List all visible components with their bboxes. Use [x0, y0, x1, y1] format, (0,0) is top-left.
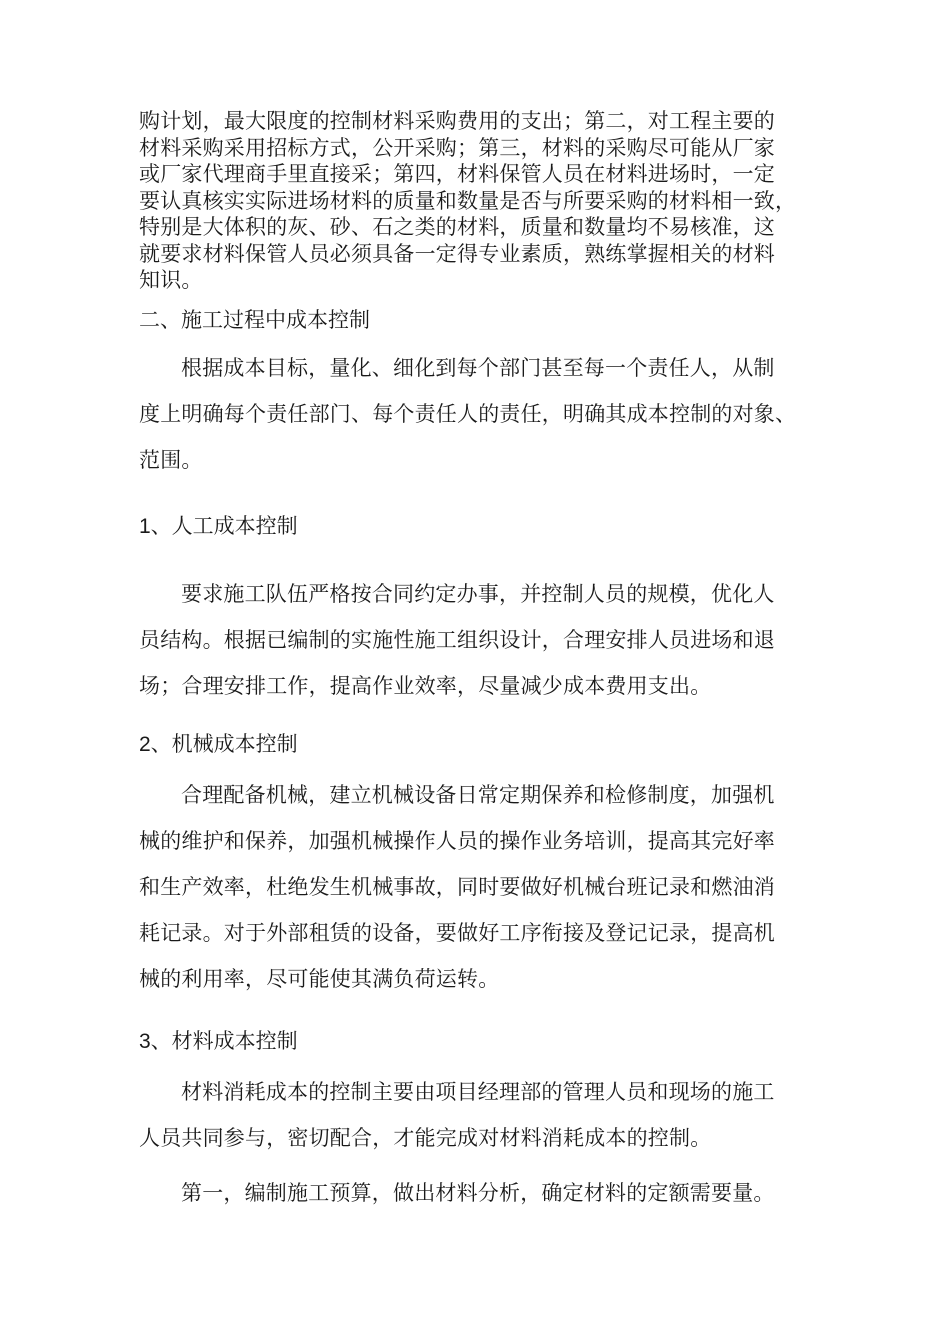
text-line: 要求施工队伍严格按合同约定办事，并控制人员的规模，优化人 — [181, 582, 775, 606]
text-line: 材料采购采用招标方式，公开采购；第三，材料的采购尽可能从厂家 — [139, 135, 775, 160]
text-line: 或厂家代理商手里直接采；第四，材料保管人员在材料进场时，一定 — [139, 162, 775, 186]
text-line: 范围。 — [139, 448, 203, 472]
paragraph-section-2 — [139, 345, 829, 483]
text-line: 械的维护和保养，加强机械操作人员的操作业务培训，提高其完好率 — [139, 829, 775, 853]
paragraph-sub-2 — [139, 772, 829, 1002]
text-line: 人员共同参与，密切配合，才能完成对材料消耗成本的控制。 — [139, 1126, 712, 1150]
text-line: 械的利用率，尽可能使其满负荷运转。 — [139, 967, 500, 991]
paragraph-sub-3a — [139, 1069, 829, 1161]
text-line: 根据成本目标，量化、细化到每个部门甚至每一个责任人，从制 — [181, 356, 775, 380]
text-line: 就要求材料保管人员必须具备一定得专业素质，熟练掌握相关的材料 — [139, 241, 775, 266]
text-line: 度上明确每个责任部门、每个责任人的责任，明确其成本控制的对象、 — [139, 402, 797, 426]
section-heading: 二、施工过程中成本控制 — [139, 308, 370, 332]
text-line: 员结构。根据已编制的实施性施工组织设计，合理安排人员进场和退 — [139, 628, 775, 652]
subsection-heading: 1、人工成本控制 — [139, 515, 298, 538]
subsection-heading: 2、机械成本控制 — [139, 733, 298, 756]
text-line: 场；合理安排工作，提高作业效率，尽量减少成本费用支出。 — [139, 674, 712, 698]
text-line: 要认真核实实际进场材料的质量和数量是否与所要采购的材料相一致， — [139, 188, 797, 213]
text-line: 材料消耗成本的控制主要由项目经理部的管理人员和现场的施工 — [181, 1080, 775, 1104]
text-line: 第一，编制施工预算，做出材料分析，确定材料的定额需要量。 — [181, 1181, 775, 1205]
text-line: 购计划，最大限度的控制材料采购费用的支出；第二，对工程主要的 — [139, 109, 775, 133]
paragraph-sub-3b — [139, 1170, 829, 1216]
text-line: 和生产效率，杜绝发生机械事故，同时要做好机械台班记录和燃油消 — [139, 875, 775, 899]
text-line: 耗记录。对于外部租赁的设备，要做好工序衔接及登记记录，提高机 — [139, 921, 775, 945]
paragraph-sub-1 — [139, 571, 829, 709]
paragraph-intro — [139, 108, 829, 294]
text-line: 合理配备机械，建立机械设备日常定期保养和检修制度，加强机 — [181, 783, 775, 807]
text-line: 知识。 — [139, 268, 203, 292]
text-line: 特别是大体积的灰、砂、石之类的材料，质量和数量均不易核准，这 — [139, 215, 775, 239]
subsection-heading: 3、材料成本控制 — [139, 1030, 298, 1053]
